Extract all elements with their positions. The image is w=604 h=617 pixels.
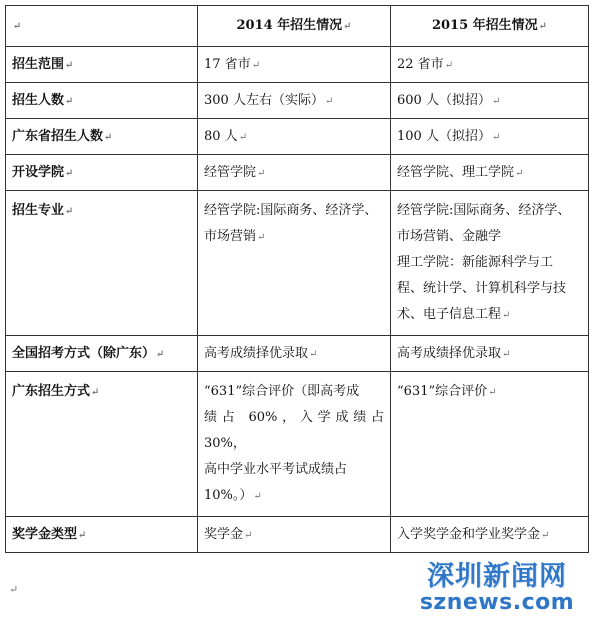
header-2014-label: 2014 年招生情况 [236, 18, 343, 33]
paragraph-mark: ↵ [104, 132, 113, 143]
cell-2015 [391, 336, 589, 372]
row-label [6, 47, 198, 83]
paragraph-mark: ↵ [65, 206, 74, 217]
row-label [6, 119, 198, 155]
cell-2015 [391, 47, 589, 83]
header-cell-blank [6, 6, 198, 47]
paragraph-mark: ↵ [343, 21, 352, 32]
table-row [6, 517, 589, 553]
paragraph-mark: ↵ [309, 349, 318, 360]
paragraph-mark: ↵ [257, 232, 266, 243]
cell-2015 [391, 517, 589, 553]
cell-line: 理工学院：新能源科学与工 [397, 255, 554, 270]
cell-text: 奖学金 [204, 527, 244, 542]
cell-line [204, 224, 384, 251]
table-row [6, 336, 589, 372]
cell-text: 17 省市 [204, 57, 251, 72]
header-2015-label: 2015 年招生情况 [431, 18, 538, 33]
paragraph-mark: ↵ [238, 132, 248, 143]
row-label-text: 开设学院 [12, 165, 65, 180]
table-row [6, 191, 589, 336]
trailing-paragraph-mark: ↵ [9, 583, 19, 596]
paragraph-mark: ↵ [13, 21, 22, 32]
table-row [6, 119, 589, 155]
cell-text: 80 人 [204, 129, 238, 144]
paragraph-mark: ↵ [515, 168, 524, 179]
cell-text: 术、电子信息工程 [397, 307, 502, 322]
paragraph-mark: ↵ [244, 530, 253, 541]
row-label [6, 336, 198, 372]
cell-2015 [391, 119, 589, 155]
row-label-text: 广东省招生人数 [12, 129, 104, 144]
watermark-cn: 深圳新闻网 [427, 561, 567, 592]
cell-2014 [198, 119, 391, 155]
paragraph-mark: ↵ [253, 491, 262, 502]
row-label [6, 517, 198, 553]
cell-text: 经管学院、理工学院 [397, 165, 515, 180]
cell-line [204, 483, 384, 510]
paragraph-mark: ↵ [257, 168, 266, 179]
admissions-comparison-table [5, 5, 589, 553]
table-row [6, 83, 589, 119]
cell-text: 入学奖学金和学业奖学金 [397, 527, 541, 542]
paragraph-mark: ↵ [91, 387, 100, 398]
cell-text: 高考成绩择优录取 [204, 346, 309, 361]
cell-2015 [391, 191, 589, 336]
row-label [6, 155, 198, 191]
cell-line: 经管学院:国际商务、经济学、 [204, 203, 378, 218]
table-row [6, 372, 589, 517]
paragraph-mark: ↵ [502, 349, 511, 360]
row-label [6, 372, 198, 517]
cell-line: 经管学院:国际商务、经济学、 [397, 203, 571, 218]
row-label [6, 83, 198, 119]
paragraph-mark: ↵ [156, 349, 165, 360]
paragraph-mark: ↵ [78, 530, 87, 541]
cell-text: 300 人左右（实际） [204, 93, 324, 108]
table-row [6, 47, 589, 83]
header-cell-2015 [391, 6, 589, 47]
cell-line: 程、统计学、计算机科学与技 [397, 281, 567, 296]
paragraph-mark: ↵ [324, 96, 334, 107]
cell-text: 市场营销 [204, 229, 257, 244]
row-label-text: 奖学金类型 [12, 527, 78, 542]
cell-2014 [198, 83, 391, 119]
paragraph-mark: ↵ [491, 132, 501, 143]
cell-2014 [198, 517, 391, 553]
sznews-watermark-logo [412, 562, 582, 614]
cell-2014 [198, 191, 391, 336]
paragraph-mark: ↵ [65, 96, 74, 107]
cell-2015 [391, 372, 589, 517]
paragraph-mark: ↵ [65, 168, 74, 179]
cell-2014 [198, 372, 391, 517]
cell-text: 22 省市 [397, 57, 444, 72]
cell-text: 10%。） [204, 488, 253, 503]
table-header-row [6, 6, 589, 47]
paragraph-mark: ↵ [65, 60, 74, 71]
row-label [6, 191, 198, 336]
cell-text: 600 人（拟招） [397, 93, 491, 108]
cell-2014 [198, 155, 391, 191]
paragraph-mark: ↵ [502, 310, 511, 321]
cell-text: 高考成绩择优录取 [397, 346, 502, 361]
cell-text: 100 人（拟招） [397, 129, 491, 144]
row-label-text: 招生范围 [12, 57, 65, 72]
row-label-text: 全国招考方式（除广东） [12, 346, 156, 361]
cell-line: 高中学业水平考试成绩占 [204, 462, 348, 477]
cell-line: “631”综合评价（即高考成 [204, 384, 360, 399]
paragraph-mark: ↵ [538, 21, 548, 32]
paragraph-mark: ↵ [251, 60, 261, 71]
paragraph-mark: ↵ [541, 530, 550, 541]
cell-text: 经管学院 [204, 165, 257, 180]
paragraph-mark: ↵ [491, 96, 501, 107]
cell-2014 [198, 336, 391, 372]
cell-line: 市场营销、金融学 [397, 229, 502, 244]
cell-line [397, 302, 582, 329]
paragraph-mark: ↵ [488, 387, 497, 398]
row-label-text: 广东招生方式 [12, 384, 91, 399]
cell-2015 [391, 155, 589, 191]
paragraph-mark: ↵ [444, 60, 454, 71]
watermark-en: sznews.com [419, 590, 575, 615]
cell-2014 [198, 47, 391, 83]
cell-2015 [391, 83, 589, 119]
header-cell-2014 [198, 6, 391, 47]
row-label-text: 招生专业 [12, 203, 65, 218]
row-label-text: 招生人数 [12, 93, 65, 108]
cell-line: 绩占 60%，入学成绩占 30%， [204, 410, 384, 451]
cell-text: “631”综合评价 [397, 384, 488, 399]
table-row [6, 155, 589, 191]
